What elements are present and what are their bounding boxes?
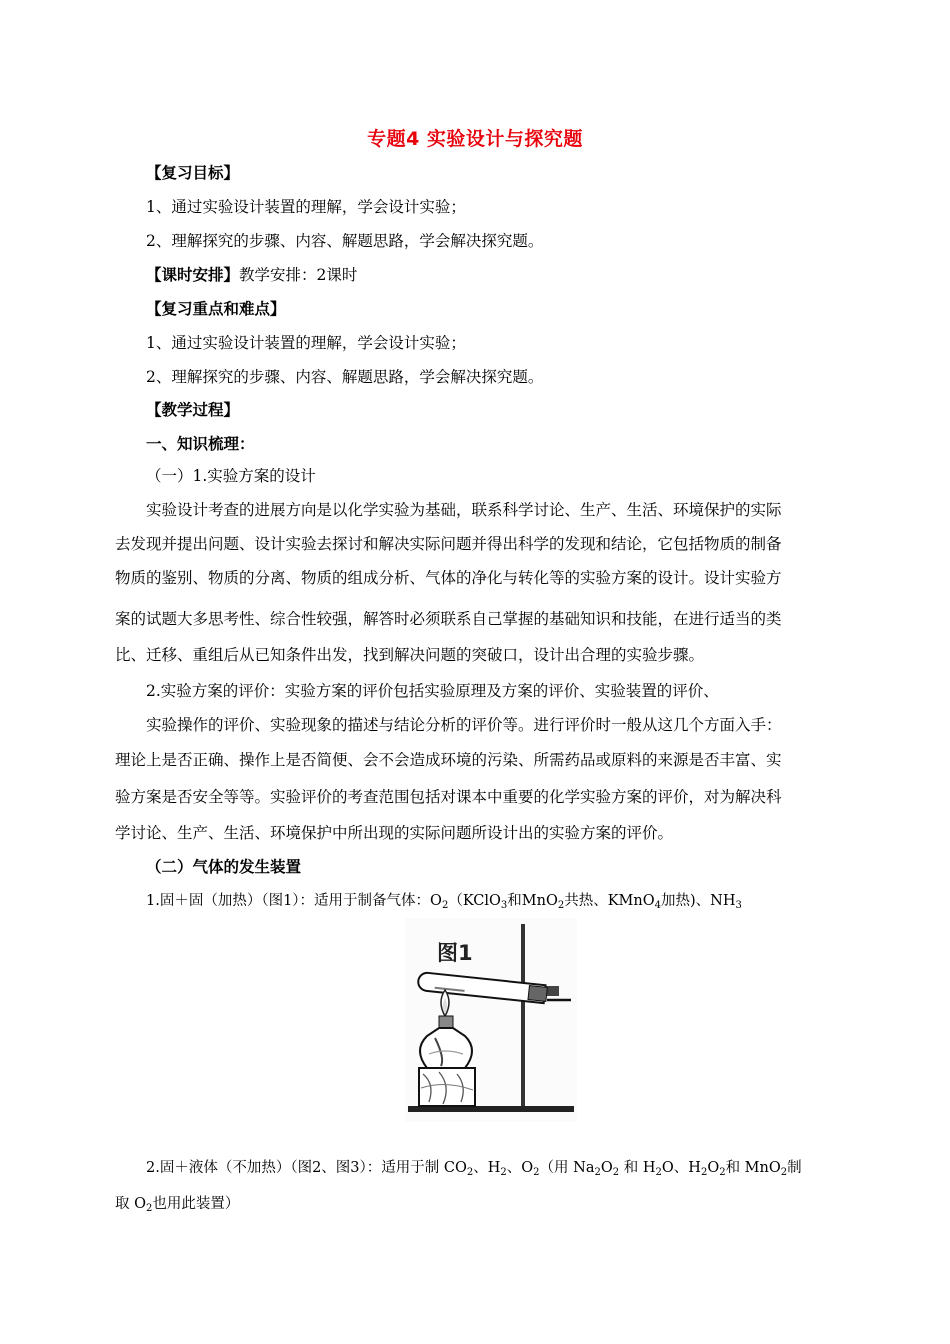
item2-text-l: 也用此装置） xyxy=(152,1196,240,1212)
process-heading: 【教学过程】 xyxy=(146,401,240,419)
lamp-wick-holder xyxy=(439,1016,453,1028)
para2-line-4: 学讨论、生产、生活、环境保护中所出现的实际问题所设计出的实验方案的评价。 xyxy=(115,824,674,842)
o2-subscript: 2 xyxy=(533,1167,540,1178)
item1-o2-subscript: 2 xyxy=(441,900,449,911)
h2o-subscript: 2 xyxy=(655,1167,662,1178)
o2-subscript-2: 2 xyxy=(146,1203,153,1214)
sub2-heading: （二）气体的发生装置 xyxy=(146,858,302,876)
item1-kmno4-subscript: 4 xyxy=(654,900,661,911)
para1-line-5: 比、迁移、重组后从已知条件出发，找到解决问题的突破口，设计出合理的实验步骤。 xyxy=(115,646,705,664)
figure-1-apparatus xyxy=(405,918,577,1122)
iron-stand-rod xyxy=(521,924,525,1110)
item2-text-f: 和 H xyxy=(619,1160,656,1176)
item2-line-2 xyxy=(115,1194,239,1219)
schedule-line xyxy=(146,265,357,285)
item1-kclo3-subscript: 3 xyxy=(500,900,508,911)
goals-heading: 【复习目标】 xyxy=(146,164,240,182)
schedule-text: 教学安排：2课时 xyxy=(239,266,358,284)
sub1-heading: （一）1.实验方案的设计 xyxy=(146,467,316,485)
item2-text-i: 和 MnO xyxy=(725,1160,781,1176)
para2-line-3: 验方案是否安全等等。实验评价的考查范围包括对课本中重要的化学实验方案的评价，对为解决科 xyxy=(115,788,782,806)
keypoint-item-1: 1、通过实验设计装置的理解，学会设计实验； xyxy=(146,334,466,352)
section1-heading: 一、知识梳理： xyxy=(146,435,255,453)
item1-text-mno2: 和MnO xyxy=(507,893,558,909)
mno2-subscript: 2 xyxy=(780,1167,788,1178)
item1-text-kclo3: （KClO xyxy=(448,893,501,909)
item2-text-c: 、O xyxy=(506,1160,534,1176)
item1-nh3-subscript: 3 xyxy=(735,900,742,911)
para1-line-1: 实验设计考查的进展方向是以化学实验为基础，联系科学讨论、生产、生活、环境保护的实际 xyxy=(146,501,782,519)
item2-line-1 xyxy=(146,1158,802,1183)
h2o2-h-subscript: 2 xyxy=(700,1167,708,1178)
goal-item-1: 1、通过实验设计装置的理解，学会设计实验； xyxy=(146,198,466,216)
heating-apparatus-illustration xyxy=(405,918,577,1122)
item1-line xyxy=(146,891,742,916)
item2-text-b: 、H xyxy=(473,1160,501,1176)
item2-text-g: O、H xyxy=(661,1160,701,1176)
na2-subscript: 2 xyxy=(594,1167,601,1178)
figure-label: 图1 xyxy=(437,941,473,965)
item1-mno2-subscript: 2 xyxy=(557,900,565,911)
para2-line-1: 实验操作的评价、实验现象的描述与结论分析的评价等。进行评价时一般从这几个方面入手： xyxy=(146,716,782,734)
item2-text-k: 取 O xyxy=(115,1196,146,1212)
item2-text-e: O xyxy=(600,1160,613,1176)
item2-text-d: （用 Na xyxy=(539,1160,595,1176)
wooden-block xyxy=(419,1068,475,1106)
para2-first-line: 2.实验方案的评价：实验方案的评价包括实验原理及方案的评价、实验装置的评价、 xyxy=(146,682,719,700)
item1-text-kmno4: 共热、KMnO xyxy=(564,893,655,909)
co2-subscript: 2 xyxy=(466,1167,474,1178)
item2-text-j: 制 xyxy=(787,1160,802,1176)
h2-subscript: 2 xyxy=(500,1167,507,1178)
item2-text-h: O xyxy=(707,1160,720,1176)
para2-line-2: 理论上是否正确、操作上是否简便、会不会造成环境的污染、所需药品或原料的来源是否丰富、实 xyxy=(115,751,782,769)
keypoint-item-2: 2、理解探究的步骤、内容、解题思路，学会解决探究题。 xyxy=(146,368,544,386)
para1-line-4: 案的试题大多思考性、综合性较强，解答时必须联系自己掌握的基础知识和技能，在进行适当的类 xyxy=(115,610,782,628)
item1-text-nh3: 加热)、NH xyxy=(661,893,736,909)
keypoints-heading: 【复习重点和难点】 xyxy=(146,300,286,318)
schedule-heading: 【课时安排】 xyxy=(146,266,240,284)
goal-item-2: 2、理解探究的步骤、内容、解题思路，学会解决探究题。 xyxy=(146,232,544,250)
item2-text-a: 2.固＋液体（不加热）（图2、图3）：适用于制 CO xyxy=(146,1160,467,1176)
para1-line-2: 去发现并提出问题、设计实验去探讨和解决实际问题并得出科学的发现和结论，它包括物质的制备 xyxy=(115,535,782,553)
h2o2-o-subscript: 2 xyxy=(719,1167,726,1178)
page-title: 专题4 实验设计与探究题 xyxy=(367,128,583,150)
para1-line-3: 物质的鉴别、物质的分离、物质的组成分析、气体的净化与转化等的实验方案的设计。设计实验方 xyxy=(115,569,782,587)
na2o2-subscript: 2 xyxy=(612,1167,620,1178)
item1-prefix: 1.固＋固（加热）（图1）：适用于制备气体：O xyxy=(146,893,442,909)
